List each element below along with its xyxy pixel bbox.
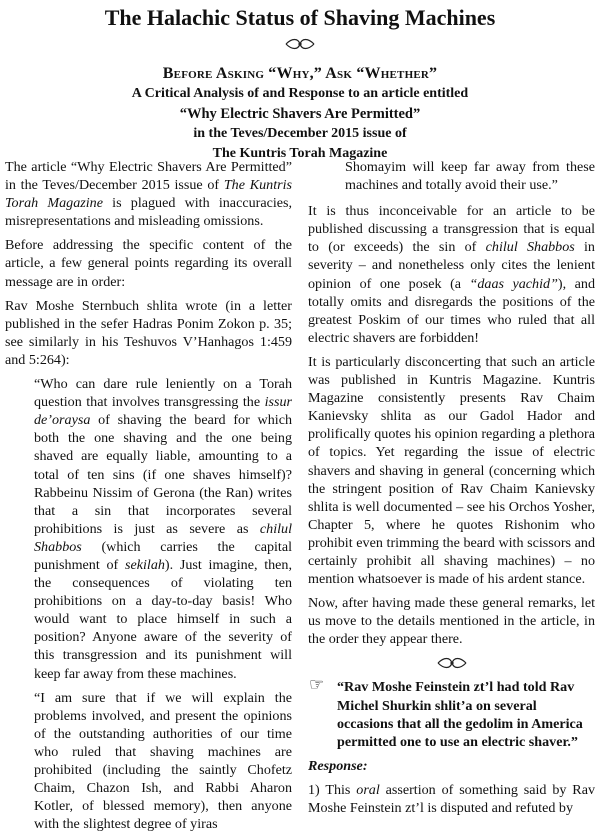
block-quote: “I am sure that if we will explain the problems involved, and present the opinions of the outstanding authorities of our time who ruled that shaving machines are prohibited (including the saintly Chofetz Chaim, Chazon Ish, and Rabbi Aharon Kotler, of blessed memory), then anyone with the slightest degree of yiras bbox=[34, 689, 292, 833]
pointing-hand-icon: ☞ bbox=[309, 675, 325, 695]
paragraph: It is particularly disconcerting that such an article was published in Kuntris Magazine. Kuntris Magazine consistently presents Rav Chaim Kanievsky shlita as our Gadol Hador and prolifically quotes his opinion regarding a plethora of topics. Yet regarding the issue of electric shavers and shaving in general (concerning which the stringent position of Rav Chaim Kanievsky shlita is well documented – see his Orchos Yosher, Chapter 5, where he quotes Rishonim who prohibit even trimming the beard with scissors and certainly prohibit all shaving machines) – no mention whatsoever is made of his ardent stance. bbox=[308, 353, 595, 588]
fleuron-ornament-icon bbox=[284, 38, 316, 50]
block-quote: “Who can dare rule leniently on a Torah question that involves transgressing the issur de’oraysa of shaving the beard for which both the one shaving and the one being shaved are equally liable, amounting to a total of ten sins (if one shaves himself)? Rabbeinu Nissim of Gerona (the Ran) writes that a sin that incorporates several prohibitions is just as severe as chilul Shabbos (which carries the capital punishment of sekilah). Just imagine, then, the consequences of violating ten prohibitions on a day-to-day basis! Who would want to place himself in such a position? Anyone aware of the severity of this transgression and its punishment will keep far away from these machines. bbox=[34, 376, 292, 682]
article-title-quoted: “Why Electric Shavers Are Permitted” bbox=[179, 106, 421, 122]
magazine-name: The Kuntris Torah Magazine bbox=[212, 146, 388, 161]
claim-heading: ☞ “Rav Moshe Feinstein zt’l had told Rav Michel Shurkin shlit’a on several occasions that all the gedolim in America permitted one to use an electric shaver.” bbox=[309, 675, 583, 750]
issue-line: in the Teves/December 2015 issue of bbox=[193, 126, 407, 141]
subtitle-heading: Before Asking “Why,” Ask “Whether” bbox=[162, 65, 438, 82]
paragraph: Now, after having made these general remarks, let us move to the details mentioned in the article, in the order they appear there. bbox=[308, 595, 595, 648]
paragraph: Rav Moshe Sternbuch shlita wrote (in a letter published in the sefer Hadras Ponim Zokon p. 35; see similarly in his Teshuvos V’Hanhagos 1:459 and 5:264): bbox=[5, 297, 292, 368]
subtitle-line: A Critical Analysis of and Response to an article entitled bbox=[131, 86, 469, 101]
paragraph: The article “Why Electric Shavers Are Permitted” in the Teves/December 2015 issue of The Kuntris Torah Magazine is plagued with inaccuracies, misrepresentations and misleading omissions. bbox=[5, 159, 293, 230]
page-title: The Halachic Status of Shaving Machines bbox=[104, 5, 496, 30]
paragraph: Before addressing the specific content of the article, a few general points regarding its overall message are in order: bbox=[5, 237, 292, 290]
paragraph: It is thus inconceivable for an article to be published discussing a transgression that is equal to (or exceeds) the sin of chilul Shabbos in severity – and nonetheless only cites the lenient opinion of one posek (a “daas yachid”), and totally omits and disregards the positions of the greatest Poskim of our times who ruled that all electric shavers are forbidden! bbox=[308, 203, 595, 346]
right-column bbox=[308, 158, 595, 823]
block-quote-continued: Shomayim will keep far away from these machines and totally avoid their use.” bbox=[345, 159, 595, 194]
paragraph: 1) This oral assertion of something said by Rav Moshe Feinstein zt’l is disputed and refuted by bbox=[308, 781, 595, 816]
left-column bbox=[5, 158, 292, 839]
response-label: Response: bbox=[308, 757, 368, 774]
fleuron-ornament-icon bbox=[436, 656, 468, 668]
